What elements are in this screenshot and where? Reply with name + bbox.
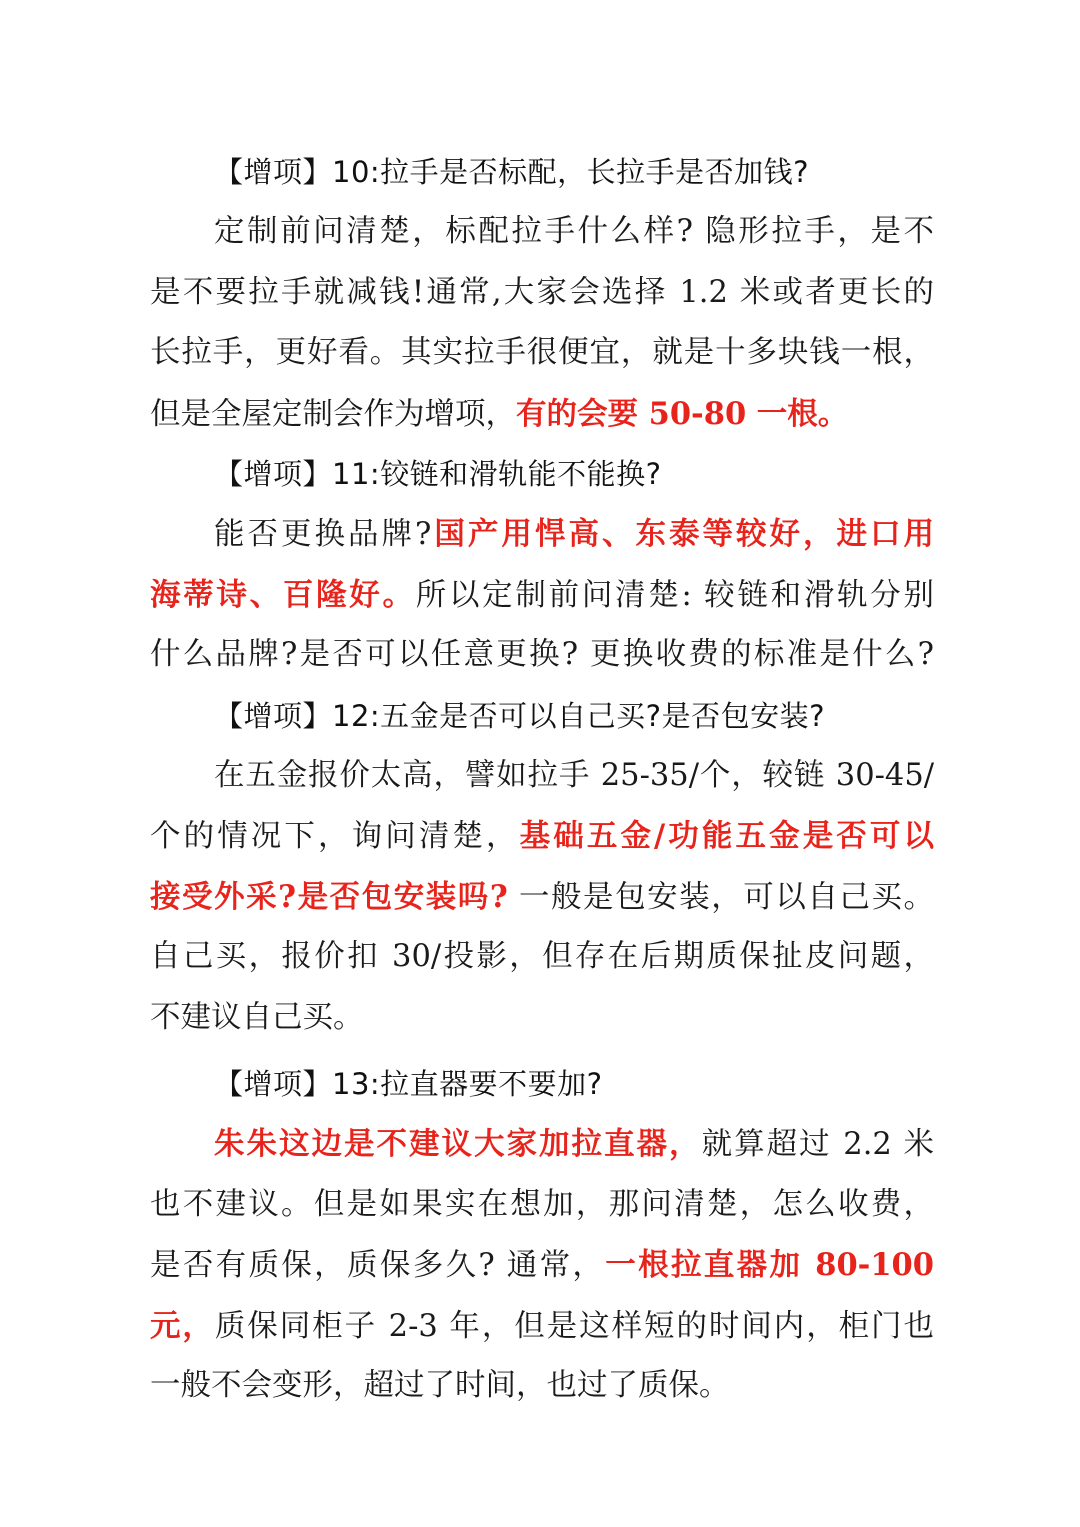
section-heading: 【增项】10:拉手是否标配，长拉手是否加钱? <box>214 155 810 189</box>
text-run: 质保同柜子 2-3 年，但是这样短的时间内，柜门也 <box>214 1308 934 1344</box>
paragraph-line <box>150 384 934 445</box>
text-run: 就算超过 2.2 米 <box>701 1127 934 1162</box>
paragraph-line <box>150 625 934 686</box>
text-run: 长拉手，更好看。其实拉手很便宜，就是十多块钱一根， <box>150 335 934 370</box>
highlight-text: 基础五金/功能五金是否可以 <box>519 818 934 854</box>
highlight-text: 海蒂诗、百隆好。 <box>150 576 416 613</box>
text-run: 是不要拉手就减钱!通常,大家会选择 1.2 米或者更长的 <box>150 274 934 310</box>
paragraph-line <box>150 988 934 1049</box>
paragraph-line <box>150 867 934 928</box>
section-10 <box>150 142 934 444</box>
text-run: 一般不会变形，超过了时间，也过了质保。 <box>150 1368 730 1403</box>
text-run: 自己买，报价扣 30/投影，但存在后期质保扯皮问题， <box>150 939 934 974</box>
text-run: 什么品牌?是否可以任意更换? 更换收费的标准是什么? <box>150 637 934 672</box>
paragraph-line <box>150 1114 934 1175</box>
text-run: 也不建议。但是如果实在想加，那问清楚，怎么收费， <box>150 1186 934 1222</box>
section-13 <box>150 1054 934 1417</box>
highlight-text: 国产用悍高、东泰等较好，进口用 <box>431 516 934 552</box>
section-heading: 【增项】12:五金是否可以自己买?是否包安装? <box>214 698 825 733</box>
text-run: 一般是包安装，可以自己买。 <box>507 879 934 915</box>
paragraph-line <box>150 1356 934 1417</box>
highlight-text: 一根拉直器加 80-100 <box>605 1247 934 1283</box>
section-heading: 【增项】11:铰链和滑轨能不能换? <box>214 457 662 491</box>
section-12 <box>150 686 934 1049</box>
document-body <box>150 142 934 1417</box>
paragraph-line <box>150 806 934 867</box>
paragraph-line <box>150 263 934 324</box>
section-11 <box>150 444 934 686</box>
text-run: 但是全屋定制会作为增项， <box>150 396 516 432</box>
text-run: 所以定制前问清楚: 较链和滑轨分别 <box>415 577 934 613</box>
highlight-text: 接受外采?是否包安装吗? <box>150 878 508 915</box>
text-run: 定制前问清楚，标配拉手什么样? 隐形拉手，是不 <box>214 214 934 249</box>
paragraph-line <box>150 202 934 263</box>
text-run: 是否有质保，质保多久? 通常， <box>150 1248 606 1283</box>
paragraph-line <box>150 746 934 807</box>
text-run: 不建议自己买。 <box>150 999 364 1035</box>
paragraph-line <box>150 565 934 626</box>
highlight-text: 有的会要 50-80 一根。 <box>516 395 849 432</box>
paragraph-line <box>150 504 934 565</box>
section-heading: 【增项】13:拉直器要不要加? <box>214 1067 603 1101</box>
text-run: 能否更换品牌? <box>214 517 432 552</box>
text-run: 个的情况下，询问清楚， <box>150 819 520 854</box>
highlight-text: 元， <box>150 1307 215 1344</box>
paragraph-line <box>150 323 934 384</box>
paragraph-line <box>150 1175 934 1236</box>
paragraph-line <box>150 927 934 988</box>
paragraph-line <box>150 1235 934 1296</box>
highlight-text: 朱朱这边是不建议大家加拉直器， <box>214 1126 702 1162</box>
paragraph-line <box>150 1296 934 1357</box>
text-run: 在五金报价太高，譬如拉手 25-35/个，较链 30-45/ <box>214 757 934 793</box>
